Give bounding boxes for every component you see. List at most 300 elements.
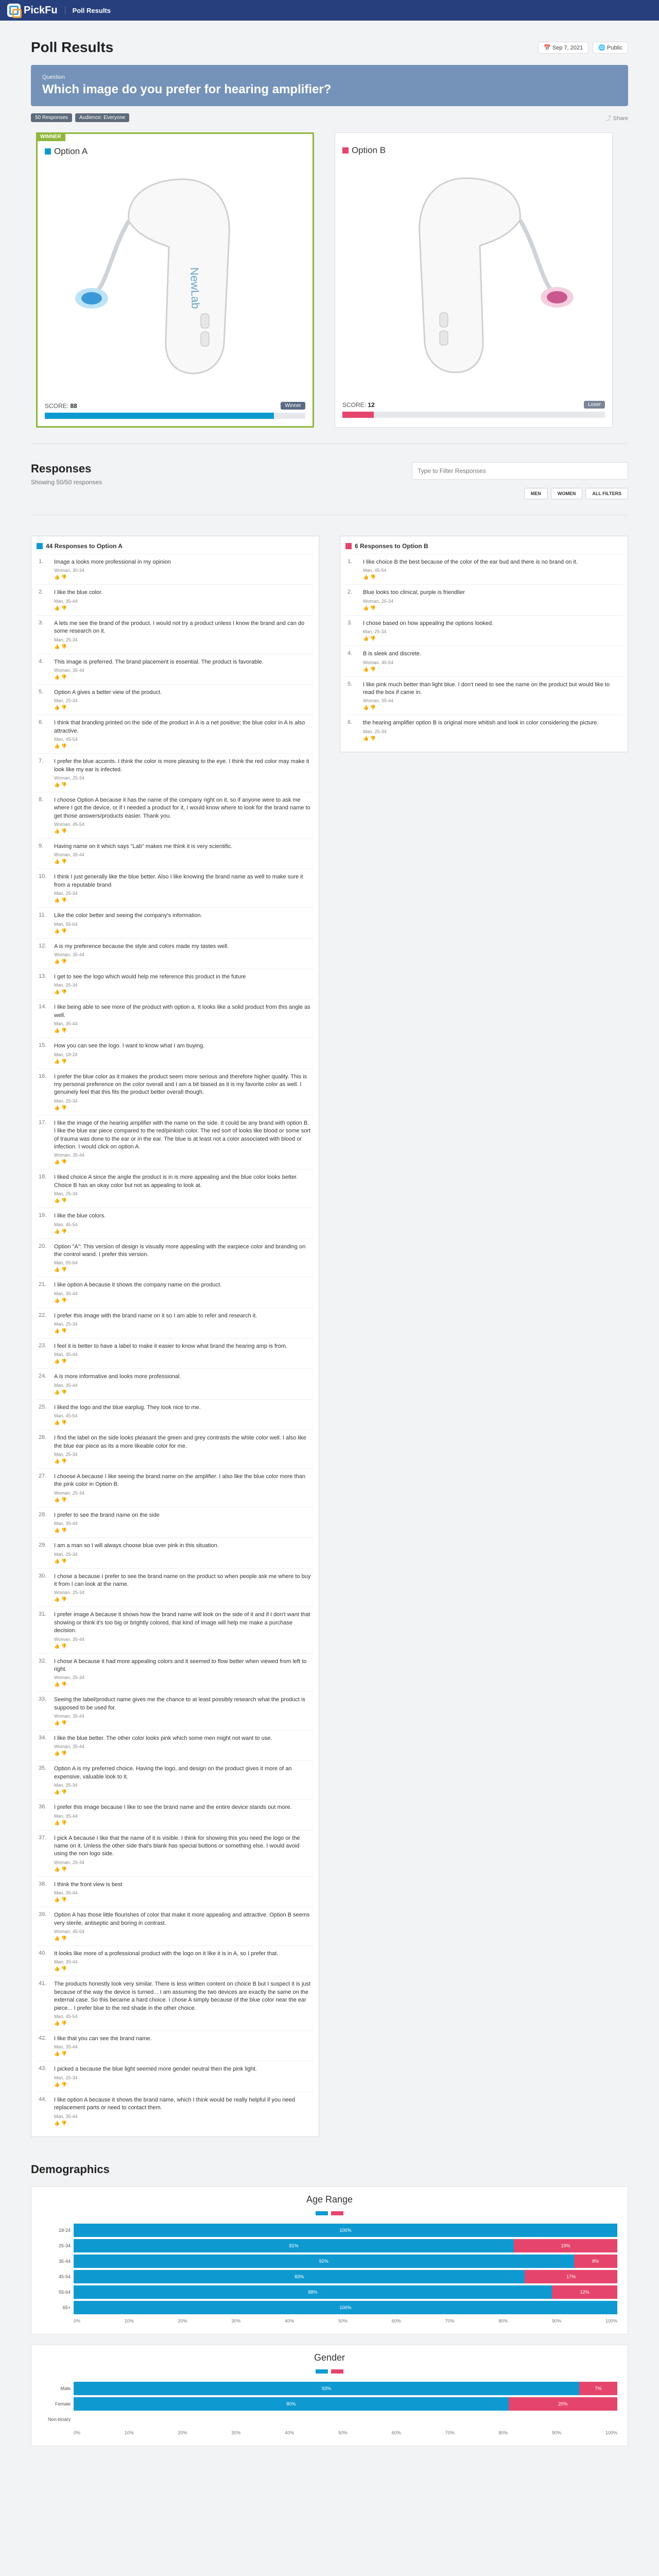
response-number: 20.: [39, 1243, 47, 1249]
response-actions[interactable]: 👍 👎: [363, 636, 376, 641]
response-number: 13.: [39, 973, 47, 980]
response-actions[interactable]: 👍 👎: [54, 782, 67, 787]
response-text: I picked a because the blue light seemed more gender neutral then the pink light.: [54, 2066, 257, 2073]
response-text: I liked choice A since the angle the product is in is more appealing and the blue color looks better. Choice B has an okay color but not as appealing to look at.: [54, 1174, 298, 1189]
pickfu-logo-icon: [7, 4, 21, 17]
respondent-info: Man, 25-34: [54, 1452, 78, 1458]
response-actions[interactable]: 👍 👎: [54, 1389, 67, 1395]
option-a-responses: [31, 536, 319, 2137]
response-actions[interactable]: 👍 👎: [54, 574, 67, 580]
option-a-responses-title: 44 Responses to Option A: [46, 543, 123, 550]
respondent-info: Man, 55-64: [54, 921, 78, 927]
axis-tick-label: 90%: [552, 2430, 562, 2435]
axis-tick-label: 60%: [391, 2318, 401, 2324]
respondent-info: Man, 45-54: [54, 737, 78, 742]
response-actions[interactable]: 👍 👎: [54, 1820, 67, 1825]
response-actions[interactable]: 👍 👎: [54, 1459, 67, 1464]
response-text: I like the image of the hearing amplifier with the name on the side. It could be any brand with option B. I like the blue ear piece compared to the red/pinkish color. The red sort of looks like blood or some sort of trauma was done to the ear or in the ear. The blue is at least not a color associated with blood or infection. I would click on option A.: [54, 1120, 311, 1150]
option-b-card[interactable]: [335, 132, 613, 428]
chart-row: [42, 2300, 617, 2315]
respondent-info: Woman, 35-44: [54, 952, 84, 958]
question-text: Which image do you prefer for hearing amplifier?: [42, 82, 332, 96]
response-actions[interactable]: 👍 👎: [54, 1897, 67, 1903]
response-actions[interactable]: 👍 👎: [54, 897, 67, 903]
axis-tick-label: 50%: [338, 2318, 348, 2324]
response-actions[interactable]: 👍 👎: [363, 605, 376, 611]
response-actions[interactable]: 👍 👎: [54, 1497, 67, 1502]
share-label: Share: [613, 115, 628, 122]
response-item: [37, 1399, 314, 1430]
score-label: SCORE: [342, 401, 365, 409]
response-text: I like the blue colors.: [54, 1213, 106, 1219]
respondent-info: Man, 25-34: [54, 891, 78, 896]
respondent-info: Woman, 35-44: [54, 1153, 84, 1158]
response-number: 8.: [39, 796, 44, 803]
response-item: [37, 684, 314, 715]
response-number: 5.: [348, 681, 353, 687]
response-item: [345, 715, 622, 745]
option-a-card[interactable]: [36, 132, 314, 428]
respondent-info: Woman, 35-44: [54, 1714, 84, 1719]
category-label: Female: [55, 2401, 71, 2406]
option-b-swatch: [342, 147, 349, 154]
respondent-info: Man, 35-44: [54, 1021, 78, 1027]
response-number: 41.: [39, 1980, 47, 1987]
gender-chart-legend: [42, 2369, 617, 2374]
response-item: [345, 554, 622, 584]
axis-tick-label: 100%: [605, 2430, 617, 2435]
response-number: 24.: [39, 1373, 47, 1380]
response-item: [37, 938, 314, 969]
response-actions[interactable]: 👍 👎: [54, 1866, 67, 1872]
response-item: [37, 654, 314, 684]
respondent-info: Man, 25-34: [54, 637, 78, 642]
respondent-info: Man, 18-24: [54, 1052, 78, 1057]
response-item: [37, 907, 314, 938]
response-number: 4.: [348, 650, 353, 657]
hearing-amplifier-pink-image: [366, 158, 582, 395]
response-item: [37, 1945, 314, 1976]
stacked-bar: [74, 2270, 617, 2283]
response-item: [37, 969, 314, 999]
legend-option-a: [316, 2369, 328, 2374]
response-text: I like the blue color.: [54, 589, 103, 596]
axis-tick-label: 30%: [231, 2430, 241, 2435]
response-item: [37, 1799, 314, 1829]
option-a-name: Option A: [54, 146, 88, 156]
chart-row: [42, 2238, 617, 2253]
response-actions[interactable]: 👍 👎: [54, 1058, 67, 1064]
stacked-bar: [74, 2397, 617, 2411]
option-b-responses-title: 6 Responses to Option B: [355, 543, 428, 550]
axis-tick-label: 30%: [231, 2318, 241, 2324]
response-text: A is more informative and looks more professional.: [54, 1374, 181, 1380]
response-item: [37, 1730, 314, 1760]
response-item: [37, 1606, 314, 1653]
response-text: Blue looks too clinical, purple is friendlier: [363, 589, 465, 596]
option-b-bar-segment[interactable]: 20%: [509, 2397, 617, 2411]
age-range-chart: [31, 2187, 628, 2334]
axis-tick-label: 10%: [124, 2318, 134, 2324]
response-item: [37, 753, 314, 792]
option-b-chip: Loser: [584, 401, 605, 409]
response-actions[interactable]: 👍 👎: [54, 1297, 67, 1303]
response-number: 33.: [39, 1696, 47, 1703]
respondent-info: Man, 25-34: [54, 698, 78, 704]
response-actions[interactable]: 👍 👎: [54, 859, 67, 865]
axis-tick-label: 100%: [605, 2318, 617, 2324]
response-number: 30.: [39, 1572, 47, 1579]
category-label: 65+: [62, 2304, 71, 2310]
option-a-bar-segment[interactable]: 88%: [74, 2285, 552, 2299]
option-b-bar-segment[interactable]: 17%: [525, 2270, 617, 2283]
response-text: Like the color better and seeing the company's information.: [54, 912, 202, 919]
response-item: [37, 1239, 314, 1277]
response-text: The products honestly look very similar. There is less written content on choice B but I suspect it is just because of the way the device is turned... I am assuming the two devices are exactly the same on the external case. So this became a hard choice. I chose A simply because of the blue color near the ear piece... I prefer blue to the red shade in the other choice.: [54, 1981, 311, 2011]
response-text: I pick A because I like that the name of it is visible. I think for showing this you need the logo or the name on it. Unless the other side that's blank has special buttons or something else. I would avoid using the non logo side.: [54, 1835, 300, 1857]
response-actions[interactable]: 👍 👎: [54, 1682, 67, 1687]
response-number: 6.: [348, 719, 353, 726]
response-actions[interactable]: 👍 👎: [54, 674, 67, 680]
response-number: 3.: [348, 619, 353, 626]
response-item: [37, 1976, 314, 2030]
respondent-info: Woman, 25-34: [54, 1490, 84, 1496]
respondent-info: Woman, 25-34: [54, 1859, 84, 1865]
filter-responses-input[interactable]: [412, 462, 628, 480]
respondent-info: Woman, 35-44: [54, 667, 84, 673]
response-actions[interactable]: 👍 👎: [54, 605, 67, 611]
respondent-info: Man, 35-44: [54, 1959, 78, 1965]
response-item: [37, 1830, 314, 1876]
filter-men-button[interactable]: MEN: [524, 488, 548, 499]
respondent-info: Man, 25-34: [54, 982, 78, 988]
response-number: 15.: [39, 1042, 47, 1049]
response-item: [37, 1691, 314, 1730]
category-label: 18-24: [58, 2227, 71, 2233]
response-item: [37, 1430, 314, 1468]
respondent-info: Woman, 45-54: [54, 822, 84, 827]
response-actions[interactable]: 👍 👎: [363, 735, 376, 741]
poll-date: Sep 7, 2021: [552, 44, 583, 51]
response-item: [37, 2061, 314, 2091]
response-actions[interactable]: 👍 👎: [54, 928, 67, 934]
respondent-info: Man, 35-44: [54, 2113, 78, 2119]
visibility-text: Public: [607, 44, 622, 51]
response-text: I chose a because I prefer to see the brand name on the product so when people ask me where to buy it from I can look at the name.: [54, 1573, 311, 1587]
response-text: I think that branding printed on the side of the product in A is a net positive; the blue color in A is also attractive.: [54, 720, 305, 734]
response-actions[interactable]: 👍 👎: [54, 2051, 67, 2057]
option-b-bar-segment[interactable]: 7%: [579, 2382, 617, 2395]
respondent-info: Man, 25-34: [363, 629, 387, 635]
legend-option-b: [331, 2211, 343, 2215]
response-item: [37, 1115, 314, 1170]
response-number: 25.: [39, 1403, 47, 1410]
respondent-info: Man, 25-34: [54, 2075, 78, 2080]
response-actions[interactable]: 👍 👎: [54, 2081, 67, 2087]
filter-women-button[interactable]: WOMEN: [551, 488, 583, 499]
response-text: I choose Option A because it has the name of the company right on it, so if anyone were to ask me where I got the device, or if I needed a product for it, I would know where to look for the brand name to get those answers/products easier. Thank you.: [54, 796, 310, 819]
response-number: 40.: [39, 1950, 47, 1956]
stacked-bar: [74, 2224, 617, 2237]
chart-row: [42, 2412, 617, 2427]
response-actions[interactable]: 👍 👎: [54, 705, 67, 710]
score-value: 88: [70, 402, 77, 410]
response-actions[interactable]: 👍 👎: [363, 574, 376, 580]
response-item: [37, 1507, 314, 1537]
respondent-info: Man, 35-44: [54, 1521, 78, 1527]
axis-tick-label: 40%: [285, 2430, 294, 2435]
response-number: 28.: [39, 1511, 47, 1518]
category-label: 45-54: [58, 2274, 71, 2279]
response-item: [37, 869, 314, 907]
response-number: 27.: [39, 1473, 47, 1480]
response-number: 17.: [39, 1119, 47, 1126]
response-actions[interactable]: 👍 👎: [54, 1328, 67, 1334]
page-title: Poll Results: [31, 39, 114, 55]
gender-chart: [31, 2345, 628, 2446]
response-actions[interactable]: 👍 👎: [54, 1420, 67, 1426]
axis-tick-label: 0%: [74, 2318, 81, 2324]
response-actions[interactable]: 👍 👎: [54, 1159, 67, 1165]
response-number: 2.: [348, 589, 353, 596]
category-label: Non-binary: [47, 2416, 71, 2422]
response-number: 11.: [39, 912, 46, 919]
response-item: [37, 838, 314, 869]
response-actions[interactable]: 👍 👎: [54, 1528, 67, 1533]
respondent-info: Man, 45-54: [54, 1413, 78, 1419]
stacked-bar: [74, 2382, 617, 2395]
option-b-score-fill: [342, 412, 374, 418]
response-text: Image a looks more professional in my opinion: [54, 559, 171, 565]
top-navbar: [0, 0, 659, 21]
stacked-bar: [74, 2301, 617, 2314]
respondent-info: Man, 35-44: [54, 1813, 78, 1819]
response-actions[interactable]: 👍 👎: [54, 1643, 67, 1649]
response-number: 18.: [39, 1174, 47, 1180]
share-link[interactable]: ⤴ Share: [605, 115, 628, 122]
respondent-info: Man, 35-44: [54, 1291, 78, 1296]
response-item: [37, 2092, 314, 2130]
age-chart-title: Age Range: [306, 2194, 353, 2205]
response-actions[interactable]: 👍 👎: [54, 1105, 67, 1110]
response-actions[interactable]: 👍 👎: [54, 1966, 67, 1972]
responses-count: Showing 50/50 responses: [31, 479, 102, 486]
axis-tick-label: 90%: [552, 2318, 562, 2324]
response-number: 21.: [39, 1281, 47, 1288]
option-b-image[interactable]: [342, 156, 605, 398]
response-text: I like option A because it shows the brand name, which I think would be really helpful if you need replacement parts or need to contact them.: [54, 2096, 295, 2111]
response-number: 36.: [39, 1804, 47, 1810]
response-number: 10.: [39, 873, 47, 880]
response-item: [37, 1537, 314, 1568]
response-number: 1.: [39, 558, 44, 565]
response-text: I like being able to see more of the product with option a. It looks like a solid product from this angle as well.: [54, 1004, 310, 1019]
response-number: 1.: [348, 558, 353, 565]
option-a-score-fill: [45, 413, 274, 419]
option-a-swatch: [37, 543, 43, 549]
response-actions[interactable]: 👍 👎: [54, 1597, 67, 1602]
legend-option-a: [316, 2211, 328, 2215]
response-text: I like option A because it shows the company name on the product.: [54, 1282, 222, 1289]
response-actions[interactable]: 👍 👎: [54, 828, 67, 834]
pickfu-logo[interactable]: [7, 4, 58, 17]
response-number: 14.: [39, 1004, 47, 1010]
all-filters-button[interactable]: ALL FILTERS: [585, 488, 628, 499]
response-item: [37, 999, 314, 1038]
visibility-badge: 🌐 Public: [593, 42, 628, 54]
demographics-title: Demographics: [31, 2162, 110, 2176]
response-actions[interactable]: 👍 👎: [54, 1751, 67, 1756]
option-b-name: Option B: [352, 145, 386, 155]
option-a-bar-segment[interactable]: 80%: [74, 2397, 509, 2411]
option-b-bar-segment[interactable]: 19%: [514, 2239, 617, 2252]
response-number: 4.: [39, 658, 44, 665]
response-actions[interactable]: 👍 👎: [54, 1267, 67, 1273]
response-actions[interactable]: 👍 👎: [54, 1789, 67, 1795]
axis-tick-label: 10%: [124, 2430, 134, 2435]
response-number: 12.: [39, 942, 47, 949]
respondent-info: Man, 25-34: [54, 1098, 78, 1104]
option-b-responses: [340, 536, 628, 752]
question-card: [31, 65, 628, 106]
option-b-bar-segment[interactable]: 12%: [552, 2285, 617, 2299]
options-row: [31, 129, 628, 444]
respondent-info: Man, 55-64: [54, 1260, 78, 1266]
axis-tick-label: 70%: [445, 2430, 455, 2435]
chart-row: [42, 2284, 617, 2300]
chart-row: [42, 2253, 617, 2269]
response-text: Option A gives a better view of the product.: [54, 689, 162, 696]
score-label: SCORE: [45, 402, 67, 410]
response-actions[interactable]: 👍 👎: [54, 959, 67, 964]
response-actions[interactable]: 👍 👎: [54, 1359, 67, 1364]
response-actions[interactable]: 👍 👎: [54, 1558, 67, 1564]
category-label: 35-44: [58, 2258, 71, 2264]
response-text: I choose A because I like seeing the brand name on the amplifier. I also like the blue color more than the pink color in Option B.: [54, 1473, 305, 1488]
option-a-bar-segment[interactable]: 93%: [74, 2382, 579, 2395]
response-actions[interactable]: 👍 👎: [54, 1936, 67, 1941]
response-actions[interactable]: 👍 👎: [363, 705, 376, 710]
option-a-bar-segment[interactable]: 100%: [74, 2301, 617, 2314]
response-text: Option "A": This version of design is visually more appealing with the earpiece color and branding on the control wand. I prefer this version.: [54, 1243, 306, 1258]
option-a-bar-segment[interactable]: 81%: [74, 2239, 514, 2252]
respondent-info: Man, 25-34: [54, 1321, 78, 1327]
response-item: [37, 1208, 314, 1238]
option-a-bar-segment[interactable]: 83%: [74, 2270, 525, 2283]
response-item: [37, 1876, 314, 1907]
response-text: I prefer image A because it shows how the brand name will look on the side of it and if I don't want that showing or think it's too big or brightly colored, that kind of image will help me make a purchase decision.: [54, 1612, 310, 1634]
response-item: [345, 584, 622, 615]
response-actions[interactable]: 👍 👎: [54, 1028, 67, 1033]
response-text: the hearing amplifier option B is original more whitish and look in color considering the picture.: [363, 720, 599, 726]
response-item: [37, 1069, 314, 1115]
response-item: [37, 1308, 314, 1338]
stacked-bar: [74, 2239, 617, 2252]
response-actions[interactable]: 👍 👎: [54, 2120, 67, 2126]
amplifier-brand-print: NewLab: [188, 267, 202, 309]
brand-name: PickFu: [24, 4, 58, 16]
respondent-info: Woman, 30-34: [54, 568, 84, 573]
response-text: I prefer the blue accents. I think the color is more pleasing to the eye. I think the red color may make it look like my ear is infected.: [54, 758, 309, 773]
respondent-info: Man, 25-34: [54, 1783, 78, 1788]
response-number: 32.: [39, 1657, 47, 1664]
respondent-info: Woman, 45-54: [54, 1929, 84, 1934]
response-number: 5.: [39, 688, 44, 695]
response-actions[interactable]: 👍 👎: [54, 643, 67, 649]
winner-badge: WINNER: [36, 132, 65, 141]
axis-tick-label: 60%: [391, 2430, 401, 2435]
stacked-bar: [74, 2413, 617, 2426]
respondent-info: Woman, 45-54: [363, 659, 393, 665]
response-actions[interactable]: 👍 👎: [54, 1198, 67, 1204]
option-b-bar-segment[interactable]: 8%: [574, 2255, 617, 2268]
response-actions[interactable]: 👍 👎: [54, 989, 67, 995]
response-text: I get to see the logo which would help me reference this product in the future: [54, 974, 246, 980]
respondent-info: Man, 45-54: [54, 2013, 78, 2019]
response-text: Option A is my preferred choice. Having the logo, and design on the product gives it more of an expensive, valuable look to it.: [54, 1766, 292, 1780]
response-item: [345, 646, 622, 676]
response-text: B is sleek and discrete.: [363, 651, 422, 657]
response-item: [37, 1338, 314, 1368]
response-actions[interactable]: 👍 👎: [363, 666, 376, 672]
respondent-info: Man, 35-44: [54, 2044, 78, 2050]
response-number: 7.: [39, 758, 44, 765]
respondent-info: Woman, 25-34: [54, 1590, 84, 1596]
nav-title: Poll Results: [65, 7, 111, 14]
legend-option-b: [331, 2369, 343, 2374]
response-text: I like that you can see the brand name.: [54, 2035, 152, 2042]
response-item: [37, 1760, 314, 1799]
response-item: [37, 1468, 314, 1507]
stacked-bar: [74, 2285, 617, 2299]
respondent-info: Woman, 35-44: [363, 698, 393, 704]
response-number: 2.: [39, 589, 44, 596]
respondent-info: Man, 45-54: [54, 1222, 78, 1227]
responses-tag: 50 Responses: [31, 113, 72, 122]
poll-date-badge: 📅 Sep 7, 2021: [538, 42, 588, 54]
response-item: [37, 1568, 314, 1607]
response-text: This image is preferred. The brand placement is essential. The product is favorable.: [54, 658, 264, 665]
response-number: 44.: [39, 2096, 47, 2103]
chart-row: [42, 2223, 617, 2238]
response-item: [345, 615, 622, 646]
respondent-info: Woman, 25-34: [54, 775, 84, 781]
category-label: 55-64: [58, 2289, 71, 2295]
option-a-bar-segment[interactable]: 100%: [74, 2224, 617, 2237]
gender-chart-title: Gender: [314, 2352, 345, 2363]
axis-tick-label: 80%: [498, 2318, 508, 2324]
response-actions[interactable]: 👍 👎: [54, 2020, 67, 2026]
respondent-info: Man, 35-44: [54, 1890, 78, 1896]
response-text: I am a man so I will always choose blue over pink in this situation.: [54, 1543, 219, 1549]
response-number: 29.: [39, 1542, 47, 1549]
response-item: [37, 1907, 314, 1945]
response-text: Having name on it which says "Lab" makes me think it is very scientific.: [54, 843, 233, 850]
chart-row: [42, 2269, 617, 2284]
response-actions[interactable]: 👍 👎: [54, 1720, 67, 1726]
response-number: 22.: [39, 1312, 47, 1318]
response-text: It looks like more of a professional product with the logo on it like it is in A, so I prefer that.: [54, 1951, 279, 1957]
response-actions[interactable]: 👍 👎: [54, 743, 67, 749]
response-number: 9.: [39, 843, 44, 850]
option-a-image[interactable]: [45, 157, 305, 399]
response-text: I prefer the blue color as it makes the product seem more serious and therefore higher quality. This is my personal preference on the color overall and I am a bit biased as it is my favorite color as well. I genuinely feel that this fits the product better overall though.: [54, 1073, 307, 1096]
response-text: Seeing the label/product name gives me the chance to at least possibly research what the product is supposed to be used for.: [54, 1697, 305, 1711]
response-text: I like the blue better. The other color looks pink which some men might not want to use.: [54, 1735, 272, 1742]
score-value: 12: [368, 401, 375, 409]
response-actions[interactable]: 👍 👎: [54, 1228, 67, 1234]
option-a-bar-segment[interactable]: 92%: [74, 2255, 574, 2268]
